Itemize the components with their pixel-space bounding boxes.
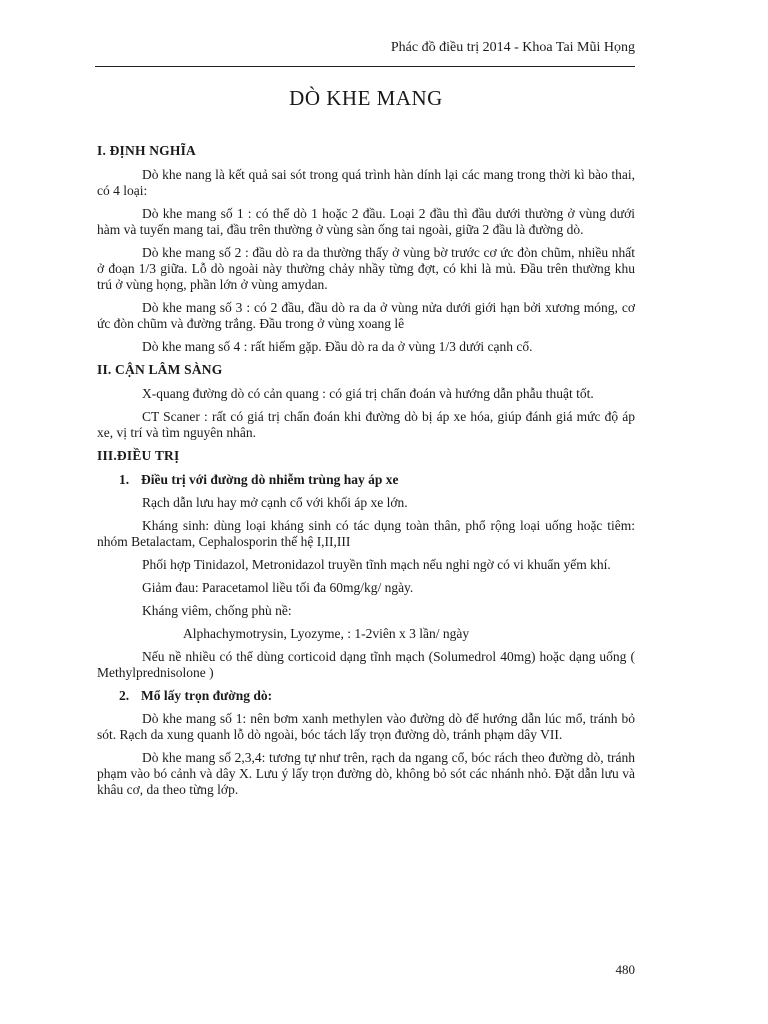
section-heading-paraclinical: II. CẬN LÂM SÀNG [97,362,223,377]
paragraph: Rạch dẫn lưu hay mở cạnh cổ với khối áp xe lớn. [142,495,408,510]
paragraph: Kháng viêm, chống phù nề: [142,603,292,618]
paragraph: Kháng sinh: dùng loại kháng sinh có tác dụng toàn thân, phổ rộng loại uống hoặc tiêm: nhóm Betalactam, Cephalosporin thế hệ I,II,III [97,518,635,549]
section-heading-treatment: III.ĐIỀU TRỊ [97,448,180,463]
paragraph: Dò khe mang số 3 : có 2 đầu, đầu dò ra da ở vùng nửa dưới giới hạn bởi xương móng, cơ ức đòn chũm và đường trắng. Đầu trong ở vùng xoang lê [97,300,635,331]
paragraph: Nếu nề nhiều có thể dùng corticoid dạng tĩnh mạch (Solumedrol 40mg) hoặc dạng uống ( Methylprednisolone ) [97,649,635,680]
document-title: DÒ KHE MANG [289,86,443,110]
drug-dosage-line: Alphachymotrysin, Lyozyme, : 1-2viên x 3 lần/ ngày [183,626,470,641]
running-header: Phác đồ điều trị 2014 - Khoa Tai Mũi Họng [390,40,635,55]
paragraph: Dò khe nang là kết quả sai sót trong quá trình hàn dính lại các mang trong thời kì bào thai, có 4 loại: [97,167,635,198]
subsection-title: Điều trị với đường dò nhiễm trùng hay áp xe [141,472,399,487]
paragraph: X-quang đường dò có cản quang : có giá trị chẩn đoán và hướng dẫn phẫu thuật tốt. [142,386,594,401]
subsection-heading-surgery [97,688,635,704]
paragraph: Dò khe mang số 1: nên bơm xanh methylen vào đường dò để hướng dẫn lúc mổ, tránh bỏ sót. Rạch da xung quanh lỗ dò ngoài, bóc tách lấy trọn đường dò, tránh phạm dây VII. [97,711,635,742]
paragraph: Dò khe mang số 2 : đầu dò ra da thường thấy ở vùng bờ trước cơ ức đòn chũm, nhiều nhất ở đoạn 1/3 giữa. Lỗ dò ngoài này thường chảy nhầy từng đợt, có khi là mủ. Đầu trên thường khu trú ở vùng họng, phần lớn ở vùng amydan. [97,245,635,292]
paragraph: Phối hợp Tinidazol, Metronidazol truyền tĩnh mạch nếu nghi ngờ có vi khuẩn yếm khí. [142,557,611,572]
subsection-number: 1. [119,472,130,487]
header-rule [95,66,635,67]
subsection-number: 2. [119,688,130,703]
document-body [97,140,635,805]
paragraph: Dò khe mang số 4 : rất hiếm gặp. Đầu dò ra da ở vùng 1/3 dưới cạnh cổ. [142,339,533,354]
page-number: 480 [615,962,635,977]
paragraph: Dò khe mang số 1 : có thể dò 1 hoặc 2 đầu. Loại 2 đầu thì đầu dưới thường ở vùng dưới hàm và tuyến mang tai, đầu trên thường ở vùng sàn ống tai ngoài, giữa 2 đầu là đường dò. [97,206,635,237]
subsection-title: Mổ lấy trọn đường dò: [141,688,273,703]
subsection-heading-infection [97,472,635,488]
section-heading-definition: I. ĐỊNH NGHĨA [97,143,196,158]
paragraph: Giảm đau: Paracetamol liều tối đa 60mg/kg/ ngày. [142,580,414,595]
paragraph: CT Scaner : rất có giá trị chẩn đoán khi đường dò bị áp xe hóa, giúp đánh giá mức độ áp xe, vị trí và tìm nguyên nhân. [97,409,635,440]
paragraph: Dò khe mang số 2,3,4: tương tự như trên, rạch da ngang cổ, bóc rách theo đường dò, tránh phạm vào bó cảnh và dây X. Lưu ý lấy trọn đường dò, không bỏ sót các nhánh nhỏ. Đặt dẫn lưu và khâu cơ, da theo từng lớp. [97,750,635,797]
